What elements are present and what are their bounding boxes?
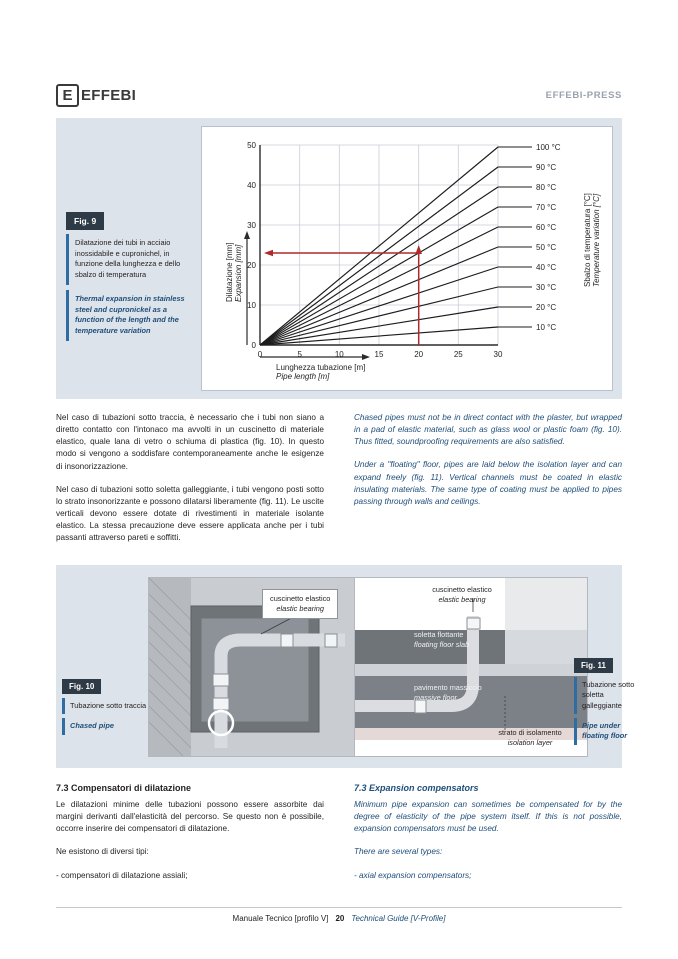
section-7-3-it-p1: Le dilatazioni minime delle tubazioni possono essere assorbite dai margini derivanti dall'elasticità del percorso. Se questo non è possibile, occorre inserire dei compensatori di dilatazione.: [56, 800, 324, 834]
figure-9-caption-block: [66, 211, 192, 341]
svg-text:20 °C: 20 °C: [536, 303, 557, 312]
paragraph-it-2: Nel caso di tubazioni sotto soletta galleggiante, i tubi vengono posti sotto lo strato insonorizzante e possono dilatarsi liberamente (fig. 11). Le uscite verticali devono essere dotate di rivestimenti in materiale isolante elastico. La stessa precauzione deve essere applicata anche per i tubi passanti attraverso pareti e soffitti.: [56, 484, 324, 543]
figure-11-caption-block: [574, 655, 636, 745]
figure-11-caption-english: Pipe under floating floor: [574, 718, 636, 745]
figure-10-tag: Fig. 10: [62, 679, 101, 694]
header-product-label: EFFEBI-PRESS: [545, 89, 622, 101]
svg-text:50: 50: [247, 141, 256, 150]
figure-10-caption-block: [62, 676, 148, 735]
section-7-3-body-english: [354, 799, 622, 882]
svg-text:60 °C: 60 °C: [536, 223, 557, 232]
section-7-3-it-p2: Ne esistono di diversi tipi:: [56, 847, 149, 857]
svg-text:5: 5: [297, 350, 302, 359]
brand-logo: [56, 84, 136, 107]
section-7-3-title-english: 7.3 Expansion compensators: [354, 783, 479, 793]
figure-11-label-4-en: isolation layer: [507, 737, 553, 747]
paragraph-en-2: Under a "floating" floor, pipes are laid below the isolation layer and can expand freely (fig. 11). Vertical channels must be coated in elastic insulating materials. The same type of coating must be applied to pipes passing through walls and ceilings.: [354, 460, 622, 506]
svg-text:Dilatazione [mm]: Dilatazione [mm]: [225, 242, 234, 302]
svg-text:90 °C: 90 °C: [536, 163, 557, 172]
footer-title-english: Technical Guide [V-Profile]: [351, 914, 446, 923]
figure-9-caption-english: Thermal expansion in stainless steel and cupronickel as a function of the length and the temperature variation: [66, 290, 192, 341]
svg-text:Temperature variation [°C]: Temperature variation [°C]: [592, 193, 601, 287]
figure-11-label-floating-slab: [414, 630, 510, 650]
svg-text:20: 20: [414, 350, 424, 359]
figures-10-11-panel: [56, 565, 635, 768]
body-text-english: [354, 412, 622, 519]
section-7-3-en-p3: - axial expansion compensators;: [354, 870, 472, 880]
section-7-3-body-italian: [56, 799, 324, 882]
section-7-3-it-p3: - compensatori di dilatazione assiali;: [56, 870, 188, 880]
figure-9-panel: [56, 118, 622, 399]
svg-text:30: 30: [247, 221, 256, 230]
svg-text:100 °C: 100 °C: [536, 143, 561, 152]
paragraph-en-1: Chased pipes must not be in direct contact with the plaster, but wrapped in a pad of elastic material, such as glass wool or plastic foam (fig. 10). Thus fitted, soundproofing requirements are also satisfied.: [354, 413, 622, 447]
footer-title-italian: Manuale Tecnico [profilo V]: [232, 914, 329, 923]
svg-text:0: 0: [257, 350, 263, 359]
expansion-chart-svg: [202, 127, 612, 390]
figure-10-callout-it: cuscinetto elastico: [270, 594, 331, 603]
figure-10-callout-en: elastic bearing: [276, 603, 325, 613]
figure-11-label-3-en: massive floor: [414, 692, 457, 702]
svg-text:0: 0: [251, 341, 256, 350]
svg-text:30: 30: [493, 350, 503, 359]
figure-11-label-1-en: elastic bearing: [438, 594, 486, 604]
figure-11-label-elastic-bearing: [402, 585, 522, 605]
svg-text:Sbalzo di temperatura [°C]: Sbalzo di temperatura [°C]: [583, 193, 592, 287]
figure-11-label-massive-floor: [414, 683, 518, 703]
figure-11-label-2-en: floating floor slab: [414, 639, 470, 649]
svg-text:20: 20: [247, 261, 256, 270]
svg-text:25: 25: [453, 350, 463, 359]
page-header: [56, 78, 622, 112]
section-7-3-italian: [56, 783, 324, 893]
body-text-italian: [56, 412, 324, 555]
figure-10-caption-italian: Tubazione sotto traccia: [62, 698, 148, 714]
svg-text:10: 10: [334, 350, 344, 359]
figure-10-illustration: [148, 577, 373, 757]
figure-11-tag: Fig. 11: [574, 658, 613, 673]
footer-page-number: 20: [335, 914, 345, 923]
figure-11-label-1-it: cuscinetto elastico: [432, 585, 492, 594]
logo-text: EFFEBI: [81, 86, 137, 104]
figure-9-tag: Fig. 9: [66, 212, 104, 230]
svg-text:40: 40: [247, 181, 256, 190]
svg-text:Lunghezza tubazione [m]: Lunghezza tubazione [m]: [276, 363, 366, 372]
svg-text:Expansion [mm]: Expansion [mm]: [234, 244, 243, 302]
svg-text:10: 10: [247, 301, 256, 310]
svg-text:40 °C: 40 °C: [536, 263, 557, 272]
figure-10-drawing: [149, 578, 372, 756]
figure-11-label-isolation-layer: [476, 728, 584, 748]
figure-11-label-4-it: strato di isolamento: [498, 728, 562, 737]
footer-divider: [56, 907, 622, 908]
figure-10-caption-english: Chased pipe: [62, 718, 148, 734]
section-7-3-en-p2: There are several types:: [354, 847, 443, 857]
expansion-chart: [201, 126, 613, 391]
svg-text:80 °C: 80 °C: [536, 183, 557, 192]
svg-text:Pipe length [m]: Pipe length [m]: [276, 372, 330, 381]
figure-11-label-3-it: pavimento massiccio: [414, 683, 482, 692]
svg-text:50 °C: 50 °C: [536, 243, 557, 252]
svg-text:30 °C: 30 °C: [536, 283, 557, 292]
paragraph-it-1: Nel caso di tubazioni sotto traccia, è necessario che i tubi non siano a diretto contatto con l'intonaco ma avvolti in un cuscinetto di materiale elastico, quale lana di vetro o schiuma di plastica (fig. 10). In questo modo si vengono a soddisfare contemporaneamente anche le esigenze di insonorizzazione.: [56, 413, 324, 471]
section-7-3-en-p1: Minimum pipe expansion can sometimes be compensated for by the degree of elasticity of the pipe system itself. If this is not possible, expansion compensators must be used.: [354, 800, 622, 834]
svg-text:15: 15: [374, 350, 384, 359]
logo-mark-icon: E: [56, 84, 79, 107]
svg-text:10 °C: 10 °C: [536, 323, 557, 332]
section-7-3-english: [354, 783, 622, 893]
page-footer: [56, 914, 622, 923]
figure-11-caption-italian: Tubazione sotto soletta galleggiante: [574, 677, 636, 714]
section-7-3-title-italian: 7.3 Compensatori di dilatazione: [56, 783, 192, 793]
figure-9-caption-italian: Dilatazione dei tubi in acciaio inossidabile e cupronichel, in funzione della lunghezza e dello sbalzo di temperatura: [66, 234, 192, 285]
figure-11-label-2-it: soletta flottante: [414, 630, 464, 639]
svg-text:70 °C: 70 °C: [536, 203, 557, 212]
figure-10-callout-elastic-bearing: [262, 589, 338, 619]
